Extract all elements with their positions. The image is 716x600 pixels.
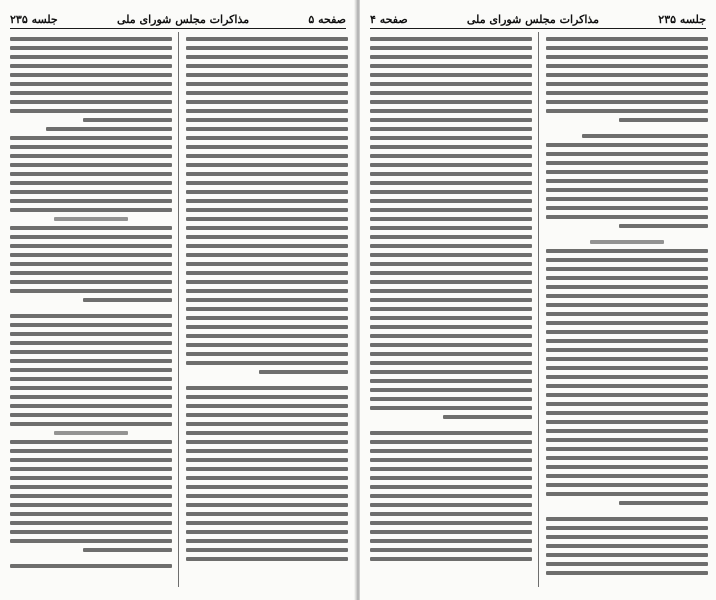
- body-text-line: [54, 217, 129, 221]
- body-text-line: [370, 325, 532, 329]
- body-text-line: [186, 334, 348, 338]
- body-text-line: [186, 217, 348, 221]
- body-text-line: [546, 517, 708, 521]
- body-text-line: [619, 118, 708, 122]
- body-text-line: [186, 55, 348, 59]
- body-text-line: [546, 456, 708, 460]
- body-text-line: [546, 73, 708, 77]
- body-text-line: [186, 154, 348, 158]
- body-text-line: [370, 397, 532, 401]
- body-text-line: [10, 467, 172, 471]
- body-text-line: [186, 118, 348, 122]
- body-text-line: [186, 91, 348, 95]
- body-text-line: [546, 37, 708, 41]
- right-page: [360, 0, 716, 600]
- body-text-line: [186, 422, 348, 426]
- body-text-line: [186, 235, 348, 239]
- right-page-column-2: [546, 32, 708, 587]
- body-text-line: [186, 431, 348, 435]
- body-text-line: [546, 492, 708, 496]
- body-text-line: [186, 503, 348, 507]
- body-text-line: [10, 503, 172, 507]
- body-text-line: [546, 267, 708, 271]
- body-text-line: [546, 562, 708, 566]
- body-text-line: [370, 476, 532, 480]
- right-page-session: جلسه ۲۳۵: [658, 13, 706, 26]
- body-text-line: [546, 447, 708, 451]
- body-text-line: [186, 73, 348, 77]
- body-text-line: [10, 226, 172, 230]
- body-text-line: [186, 494, 348, 498]
- body-text-line: [10, 350, 172, 354]
- body-text-line: [186, 172, 348, 176]
- body-text-line: [186, 145, 348, 149]
- body-text-line: [186, 208, 348, 212]
- body-text-line: [10, 37, 172, 41]
- body-text-line: [10, 154, 172, 158]
- body-text-line: [186, 485, 348, 489]
- body-text-line: [546, 544, 708, 548]
- body-text-line: [186, 539, 348, 543]
- body-text-line: [546, 339, 708, 343]
- body-text-line: [546, 197, 708, 201]
- body-text-line: [10, 422, 172, 426]
- body-text-line: [370, 280, 532, 284]
- body-text-line: [186, 46, 348, 50]
- body-text-line: [186, 136, 348, 140]
- body-text-line: [370, 503, 532, 507]
- body-text-line: [10, 332, 172, 336]
- body-text-line: [370, 244, 532, 248]
- body-text-line: [10, 244, 172, 248]
- body-text-line: [186, 557, 348, 561]
- body-text-line: [186, 467, 348, 471]
- body-text-line: [186, 109, 348, 113]
- body-text-line: [370, 37, 532, 41]
- body-text-line: [546, 276, 708, 280]
- body-text-line: [546, 46, 708, 50]
- body-text-line: [10, 521, 172, 525]
- body-text-line: [546, 55, 708, 59]
- body-text-line: [546, 143, 708, 147]
- left-page-session: جلسه ۲۳۵: [10, 13, 58, 26]
- body-text-line: [10, 172, 172, 176]
- body-text-line: [546, 258, 708, 262]
- right-page-title: مذاکرات مجلس شورای ملی: [466, 13, 600, 26]
- body-text-line: [546, 411, 708, 415]
- body-text-line: [10, 163, 172, 167]
- body-text-line: [10, 359, 172, 363]
- body-text-line: [546, 393, 708, 397]
- body-text-line: [10, 73, 172, 77]
- body-text-line: [186, 181, 348, 185]
- left-page-title: مذاکرات مجلس شورای ملی: [116, 13, 250, 26]
- body-text-line: [370, 467, 532, 471]
- body-text-line: [546, 571, 708, 575]
- left-page-number: صفحه ۵: [308, 13, 346, 26]
- body-text-line: [546, 526, 708, 530]
- body-text-line: [10, 368, 172, 372]
- left-page-header: [10, 4, 346, 29]
- body-text-line: [546, 420, 708, 424]
- body-text-line: [370, 334, 532, 338]
- body-text-line: [370, 217, 532, 221]
- body-text-line: [186, 127, 348, 131]
- body-text-line: [370, 449, 532, 453]
- right-page-header: [370, 4, 706, 29]
- body-text-line: [370, 55, 532, 59]
- body-text-line: [186, 352, 348, 356]
- body-text-line: [546, 91, 708, 95]
- body-text-line: [546, 82, 708, 86]
- body-text-line: [370, 154, 532, 158]
- body-text-line: [186, 530, 348, 534]
- body-text-line: [546, 553, 708, 557]
- body-text-line: [10, 530, 172, 534]
- body-text-line: [10, 512, 172, 516]
- body-text-line: [46, 127, 172, 131]
- body-text-line: [186, 289, 348, 293]
- body-text-line: [186, 82, 348, 86]
- body-text-line: [370, 145, 532, 149]
- body-text-line: [370, 73, 532, 77]
- body-text-line: [370, 136, 532, 140]
- body-text-line: [370, 352, 532, 356]
- body-text-line: [10, 314, 172, 318]
- body-text-line: [546, 429, 708, 433]
- body-text-line: [370, 181, 532, 185]
- body-text-line: [10, 262, 172, 266]
- body-text-line: [370, 82, 532, 86]
- body-text-line: [443, 415, 532, 419]
- body-text-line: [186, 253, 348, 257]
- body-text-line: [10, 55, 172, 59]
- left-page: [0, 0, 356, 600]
- body-text-line: [370, 235, 532, 239]
- body-text-line: [54, 431, 129, 435]
- body-text-line: [186, 190, 348, 194]
- body-text-line: [370, 100, 532, 104]
- body-text-line: [370, 298, 532, 302]
- right-page-column-divider: [538, 32, 539, 587]
- body-text-line: [10, 64, 172, 68]
- body-text-line: [546, 321, 708, 325]
- body-text-line: [370, 316, 532, 320]
- body-text-line: [370, 388, 532, 392]
- body-text-line: [10, 91, 172, 95]
- body-text-line: [186, 476, 348, 480]
- body-text-line: [370, 127, 532, 131]
- body-text-line: [546, 206, 708, 210]
- body-text-line: [186, 244, 348, 248]
- body-text-line: [370, 406, 532, 410]
- body-text-line: [186, 395, 348, 399]
- body-text-line: [10, 458, 172, 462]
- body-text-line: [10, 341, 172, 345]
- body-text-line: [186, 199, 348, 203]
- body-text-line: [10, 199, 172, 203]
- body-text-line: [10, 253, 172, 257]
- body-text-line: [619, 501, 708, 505]
- body-text-line: [186, 386, 348, 390]
- body-text-line: [546, 109, 708, 113]
- body-text-line: [186, 37, 348, 41]
- body-text-line: [370, 485, 532, 489]
- body-text-line: [186, 343, 348, 347]
- body-text-line: [186, 361, 348, 365]
- body-text-line: [10, 564, 172, 568]
- body-text-line: [370, 548, 532, 552]
- body-text-line: [546, 249, 708, 253]
- body-text-line: [370, 46, 532, 50]
- body-text-line: [83, 118, 172, 122]
- body-text-line: [546, 375, 708, 379]
- body-text-line: [370, 118, 532, 122]
- body-text-line: [186, 280, 348, 284]
- body-text-line: [370, 262, 532, 266]
- body-text-line: [10, 109, 172, 113]
- body-text-line: [546, 348, 708, 352]
- body-text-line: [546, 438, 708, 442]
- body-text-line: [10, 280, 172, 284]
- body-text-line: [10, 82, 172, 86]
- body-text-line: [370, 431, 532, 435]
- body-text-line: [186, 226, 348, 230]
- body-text-line: [370, 521, 532, 525]
- body-text-line: [186, 100, 348, 104]
- body-text-line: [370, 64, 532, 68]
- body-text-line: [186, 413, 348, 417]
- body-text-line: [370, 289, 532, 293]
- body-text-line: [370, 458, 532, 462]
- body-text-line: [370, 557, 532, 561]
- body-text-line: [546, 100, 708, 104]
- body-text-line: [370, 199, 532, 203]
- right-page-column-1: [370, 32, 532, 587]
- body-text-line: [370, 271, 532, 275]
- body-text-line: [186, 271, 348, 275]
- body-text-line: [186, 325, 348, 329]
- body-text-line: [10, 413, 172, 417]
- body-text-line: [370, 440, 532, 444]
- body-text-line: [10, 485, 172, 489]
- body-text-line: [370, 370, 532, 374]
- body-text-line: [546, 170, 708, 174]
- body-text-line: [546, 303, 708, 307]
- body-text-line: [186, 548, 348, 552]
- body-text-line: [186, 298, 348, 302]
- body-text-line: [546, 465, 708, 469]
- body-text-line: [10, 386, 172, 390]
- body-text-line: [546, 179, 708, 183]
- body-text-line: [546, 535, 708, 539]
- body-text-line: [259, 370, 348, 374]
- body-text-line: [10, 449, 172, 453]
- body-text-line: [370, 361, 532, 365]
- body-text-line: [370, 190, 532, 194]
- body-text-line: [10, 145, 172, 149]
- body-text-line: [546, 366, 708, 370]
- body-text-line: [186, 316, 348, 320]
- body-text-line: [10, 271, 172, 275]
- body-text-line: [370, 163, 532, 167]
- body-text-line: [370, 530, 532, 534]
- body-text-line: [186, 262, 348, 266]
- body-text-line: [546, 402, 708, 406]
- left-page-column-2: [186, 32, 348, 587]
- body-text-line: [619, 224, 708, 228]
- body-text-line: [546, 312, 708, 316]
- body-text-line: [10, 440, 172, 444]
- left-page-column-1: [10, 32, 172, 587]
- body-text-line: [186, 440, 348, 444]
- body-text-line: [10, 289, 172, 293]
- body-text-line: [546, 161, 708, 165]
- body-text-line: [370, 208, 532, 212]
- body-text-line: [186, 458, 348, 462]
- body-text-line: [370, 226, 532, 230]
- body-text-line: [546, 384, 708, 388]
- body-text-line: [370, 109, 532, 113]
- body-text-line: [10, 46, 172, 50]
- body-text-line: [10, 208, 172, 212]
- body-text-line: [83, 298, 172, 302]
- body-text-line: [546, 357, 708, 361]
- left-page-column-divider: [178, 32, 179, 587]
- body-text-line: [370, 539, 532, 543]
- body-text-line: [370, 91, 532, 95]
- body-text-line: [546, 330, 708, 334]
- body-text-line: [546, 285, 708, 289]
- body-text-line: [546, 152, 708, 156]
- body-text-line: [10, 395, 172, 399]
- right-page-number: صفحه ۴: [370, 13, 408, 26]
- body-text-line: [186, 521, 348, 525]
- body-text-line: [10, 100, 172, 104]
- body-text-line: [186, 163, 348, 167]
- body-text-line: [370, 343, 532, 347]
- body-text-line: [10, 323, 172, 327]
- body-text-line: [546, 188, 708, 192]
- body-text-line: [546, 294, 708, 298]
- body-text-line: [10, 539, 172, 543]
- body-text-line: [186, 449, 348, 453]
- body-text-line: [186, 404, 348, 408]
- body-text-line: [546, 215, 708, 219]
- body-text-line: [582, 134, 708, 138]
- body-text-line: [546, 483, 708, 487]
- body-text-line: [10, 181, 172, 185]
- body-text-line: [546, 474, 708, 478]
- body-text-line: [370, 307, 532, 311]
- body-text-line: [186, 307, 348, 311]
- body-text-line: [10, 494, 172, 498]
- body-text-line: [370, 253, 532, 257]
- body-text-line: [590, 240, 665, 244]
- body-text-line: [370, 512, 532, 516]
- body-text-line: [10, 190, 172, 194]
- body-text-line: [546, 64, 708, 68]
- body-text-line: [370, 379, 532, 383]
- body-text-line: [186, 512, 348, 516]
- body-text-line: [10, 404, 172, 408]
- body-text-line: [370, 494, 532, 498]
- body-text-line: [10, 476, 172, 480]
- body-text-line: [186, 64, 348, 68]
- body-text-line: [10, 377, 172, 381]
- body-text-line: [83, 548, 172, 552]
- body-text-line: [10, 136, 172, 140]
- body-text-line: [10, 235, 172, 239]
- body-text-line: [370, 172, 532, 176]
